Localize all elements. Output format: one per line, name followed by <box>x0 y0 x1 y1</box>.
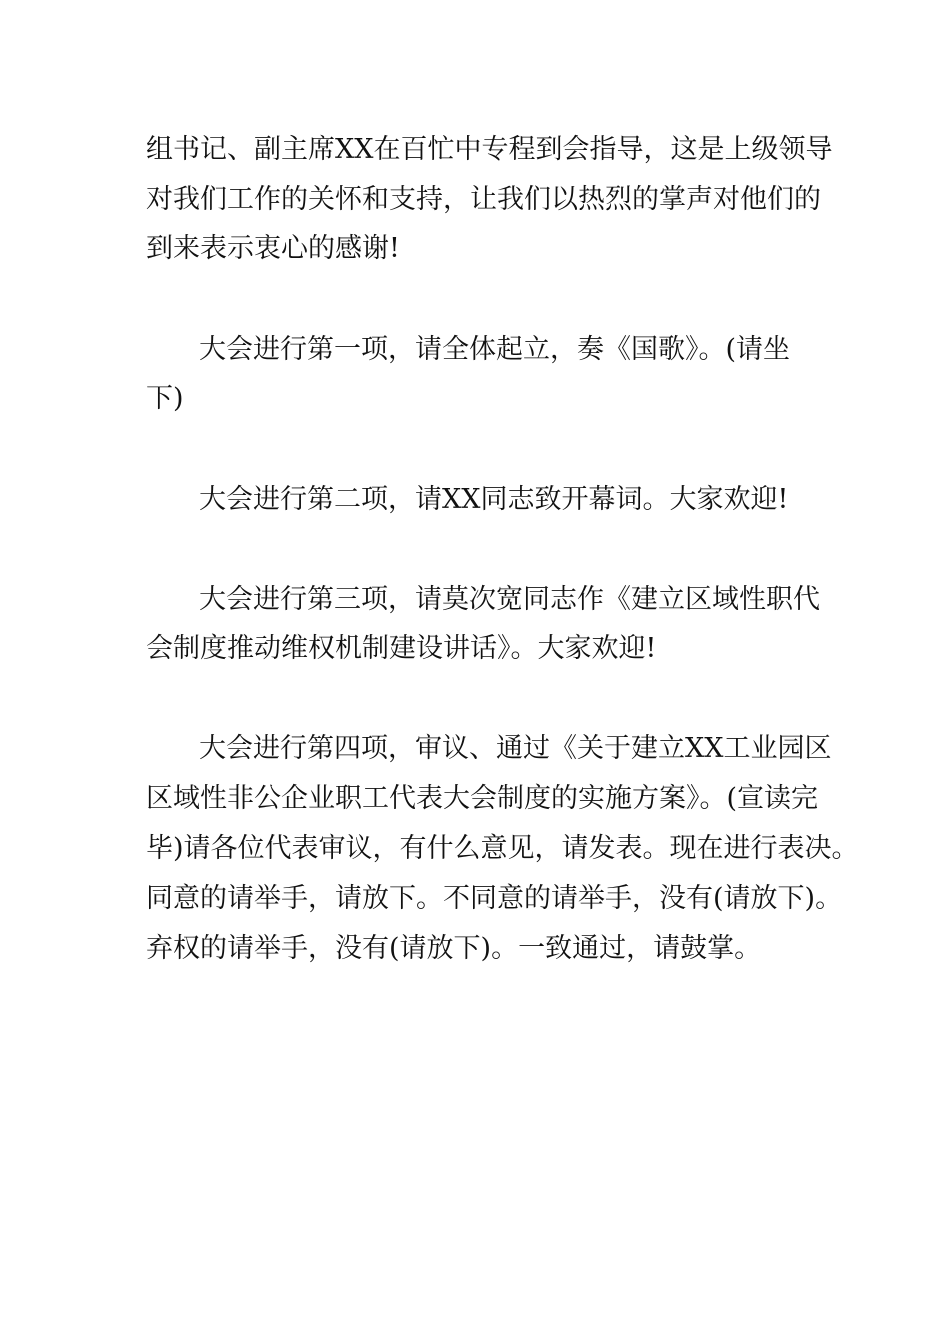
paragraph-1-line-2: 对我们工作的关怀和支持，让我们以热烈的掌声对他们的 <box>146 184 821 215</box>
paragraph-1-line-1: 组书记、副主席XX在百忙中专程到会指导，这是上级领导 <box>146 134 833 165</box>
paragraph-5-line-5: 弃权的请举手，没有(请放下)。一致通过，请鼓掌。 <box>146 933 762 964</box>
paragraph-5-line-2: 区域性非公企业职工代表大会制度的实施方案》。(宣读完 <box>146 783 819 814</box>
paragraph-2-line-1: 大会进行第一项，请全体起立，奏《国歌》。(请坐 <box>199 334 791 365</box>
paragraph-1-line-3: 到来表示衷心的感谢! <box>146 233 400 264</box>
paragraph-5-line-1: 大会进行第四项，审议、通过《关于建立XX工业园区 <box>199 733 832 764</box>
paragraph-2-line-2: 下) <box>146 383 184 414</box>
paragraph-4-line-2: 会制度推动维权机制建设讲话》。大家欢迎! <box>146 633 657 664</box>
paragraph-5-line-3: 毕)请各位代表审议，有什么意见，请发表。现在进行表决。 <box>146 833 859 864</box>
paragraph-3-line-1: 大会进行第二项，请XX同志致开幕词。大家欢迎! <box>199 484 789 515</box>
paragraph-4-line-1: 大会进行第三项，请莫次宽同志作《建立区域性职代 <box>199 584 820 615</box>
paragraph-5-line-4: 同意的请举手，请放下。不同意的请举手，没有(请放下)。 <box>146 883 843 914</box>
